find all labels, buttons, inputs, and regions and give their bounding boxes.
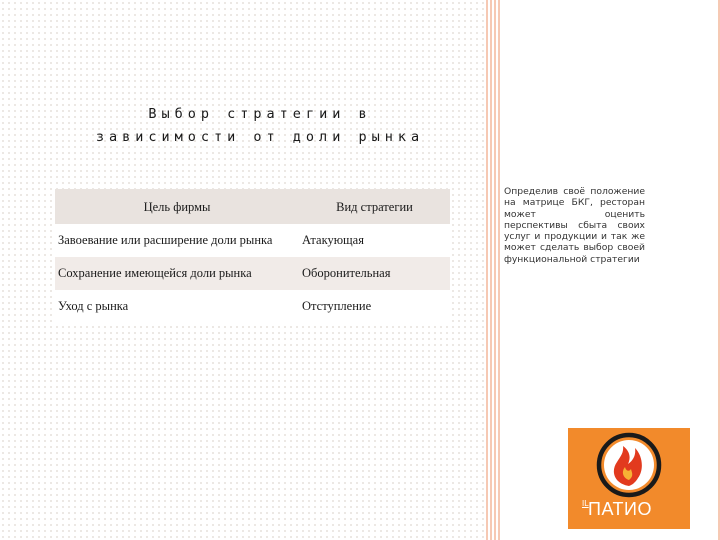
table-header-goal: Цель фирмы — [55, 189, 299, 224]
table-row — [55, 257, 450, 290]
table-row — [55, 290, 450, 323]
table-cell: Уход с рынка — [55, 290, 299, 323]
logo-prefix: IL — [582, 499, 589, 508]
table-cell: Сохранение имеющейся доли рынка — [55, 257, 299, 290]
note-text: Определив своё положение на матрице БКГ, ресторан может оценить перспективы сбыта своих услуг и продукции и так же может сделать выбор своей функциональной стратегии — [504, 186, 645, 265]
table-cell: Отступление — [299, 290, 450, 323]
strategy-table — [55, 189, 450, 323]
logo-name: ПАТИО — [588, 499, 652, 519]
decorative-stripes — [486, 0, 500, 540]
table-header-strategy: Вид стратегии — [299, 189, 450, 224]
table-row — [55, 224, 450, 257]
slide-title-line1: Выбор стратегии в — [148, 106, 372, 122]
table-header-row — [55, 189, 450, 224]
table-cell: Атакующая — [299, 224, 450, 257]
slide-title — [70, 103, 450, 149]
table-cell: Завоевание или расширение доли рынка — [55, 224, 299, 257]
patio-logo — [568, 428, 690, 529]
table-cell: Оборонительная — [299, 257, 450, 290]
slide-title-line2: зависимости от доли рынка — [95, 129, 425, 145]
